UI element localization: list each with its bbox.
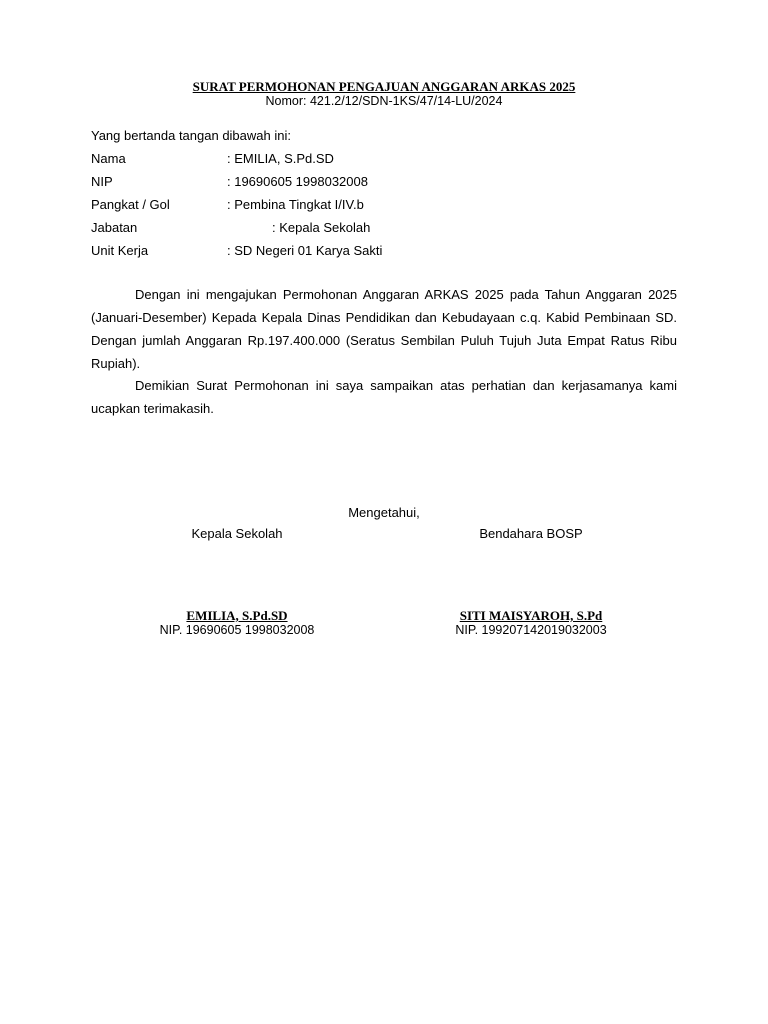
identity-row-unit-kerja [91,243,691,259]
identity-value: : SD Negeri 01 Karya Sakti [227,243,383,258]
body-paragraph-closing: Demikian Surat Permohonan ini saya sampaikan atas perhatian dan kerjasamanya kami ucapkan terimakasih. [91,378,677,416]
signatory-nip: NIP. 199207142019032003 [455,623,607,637]
identity-label: Jabatan [91,220,138,235]
identity-label: NIP [91,174,113,189]
identity-row-nip [91,174,691,190]
identity-label: Unit Kerja [91,243,149,258]
signatory-role: Bendahara BOSP [479,526,583,541]
signatory-nip: NIP. 19690605 1998032008 [159,623,315,637]
acknowledgement-label: Mengetahui, [348,505,420,520]
signatory-role: Kepala Sekolah [191,526,283,541]
identity-row-pangkat [91,197,691,213]
identity-row-nama [91,151,691,167]
identity-value: : EMILIA, S.Pd.SD [227,151,334,166]
identity-value: : Kepala Sekolah [272,220,371,235]
identity-intro: Yang bertanda tangan dibawah ini: [91,128,291,143]
identity-label: Pangkat / Gol [91,197,170,212]
body-paragraph-request: Dengan ini mengajukan Permohonan Anggaran ARKAS 2025 pada Tahun Anggaran 2025 (Januari-Desember) Kepada Kepala Dinas Pendidikan dan Kebudayaan c.q. Kabid Pembinaan SD. Dengan jumlah Anggaran Rp.197.400.000 (Seratus Sembilan Puluh Tujuh Juta Empat Ratus Ribu Rupiah). [91,287,677,371]
signatory-name: SITI MAISYAROH, S.Pd [459,608,603,623]
identity-label: Nama [91,151,126,166]
identity-value: : Pembina Tingkat I/IV.b [227,197,364,212]
identity-value: : 19690605 1998032008 [227,174,368,189]
letter-title: SURAT PERMOHONAN PENGAJUAN ANGGARAN ARKAS 2025 [192,79,576,94]
letter-number: Nomor: 421.2/12/SDN-1KS/47/14-LU/2024 [265,94,503,108]
signatory-name: EMILIA, S.Pd.SD [186,608,288,623]
identity-row-jabatan [91,220,691,236]
